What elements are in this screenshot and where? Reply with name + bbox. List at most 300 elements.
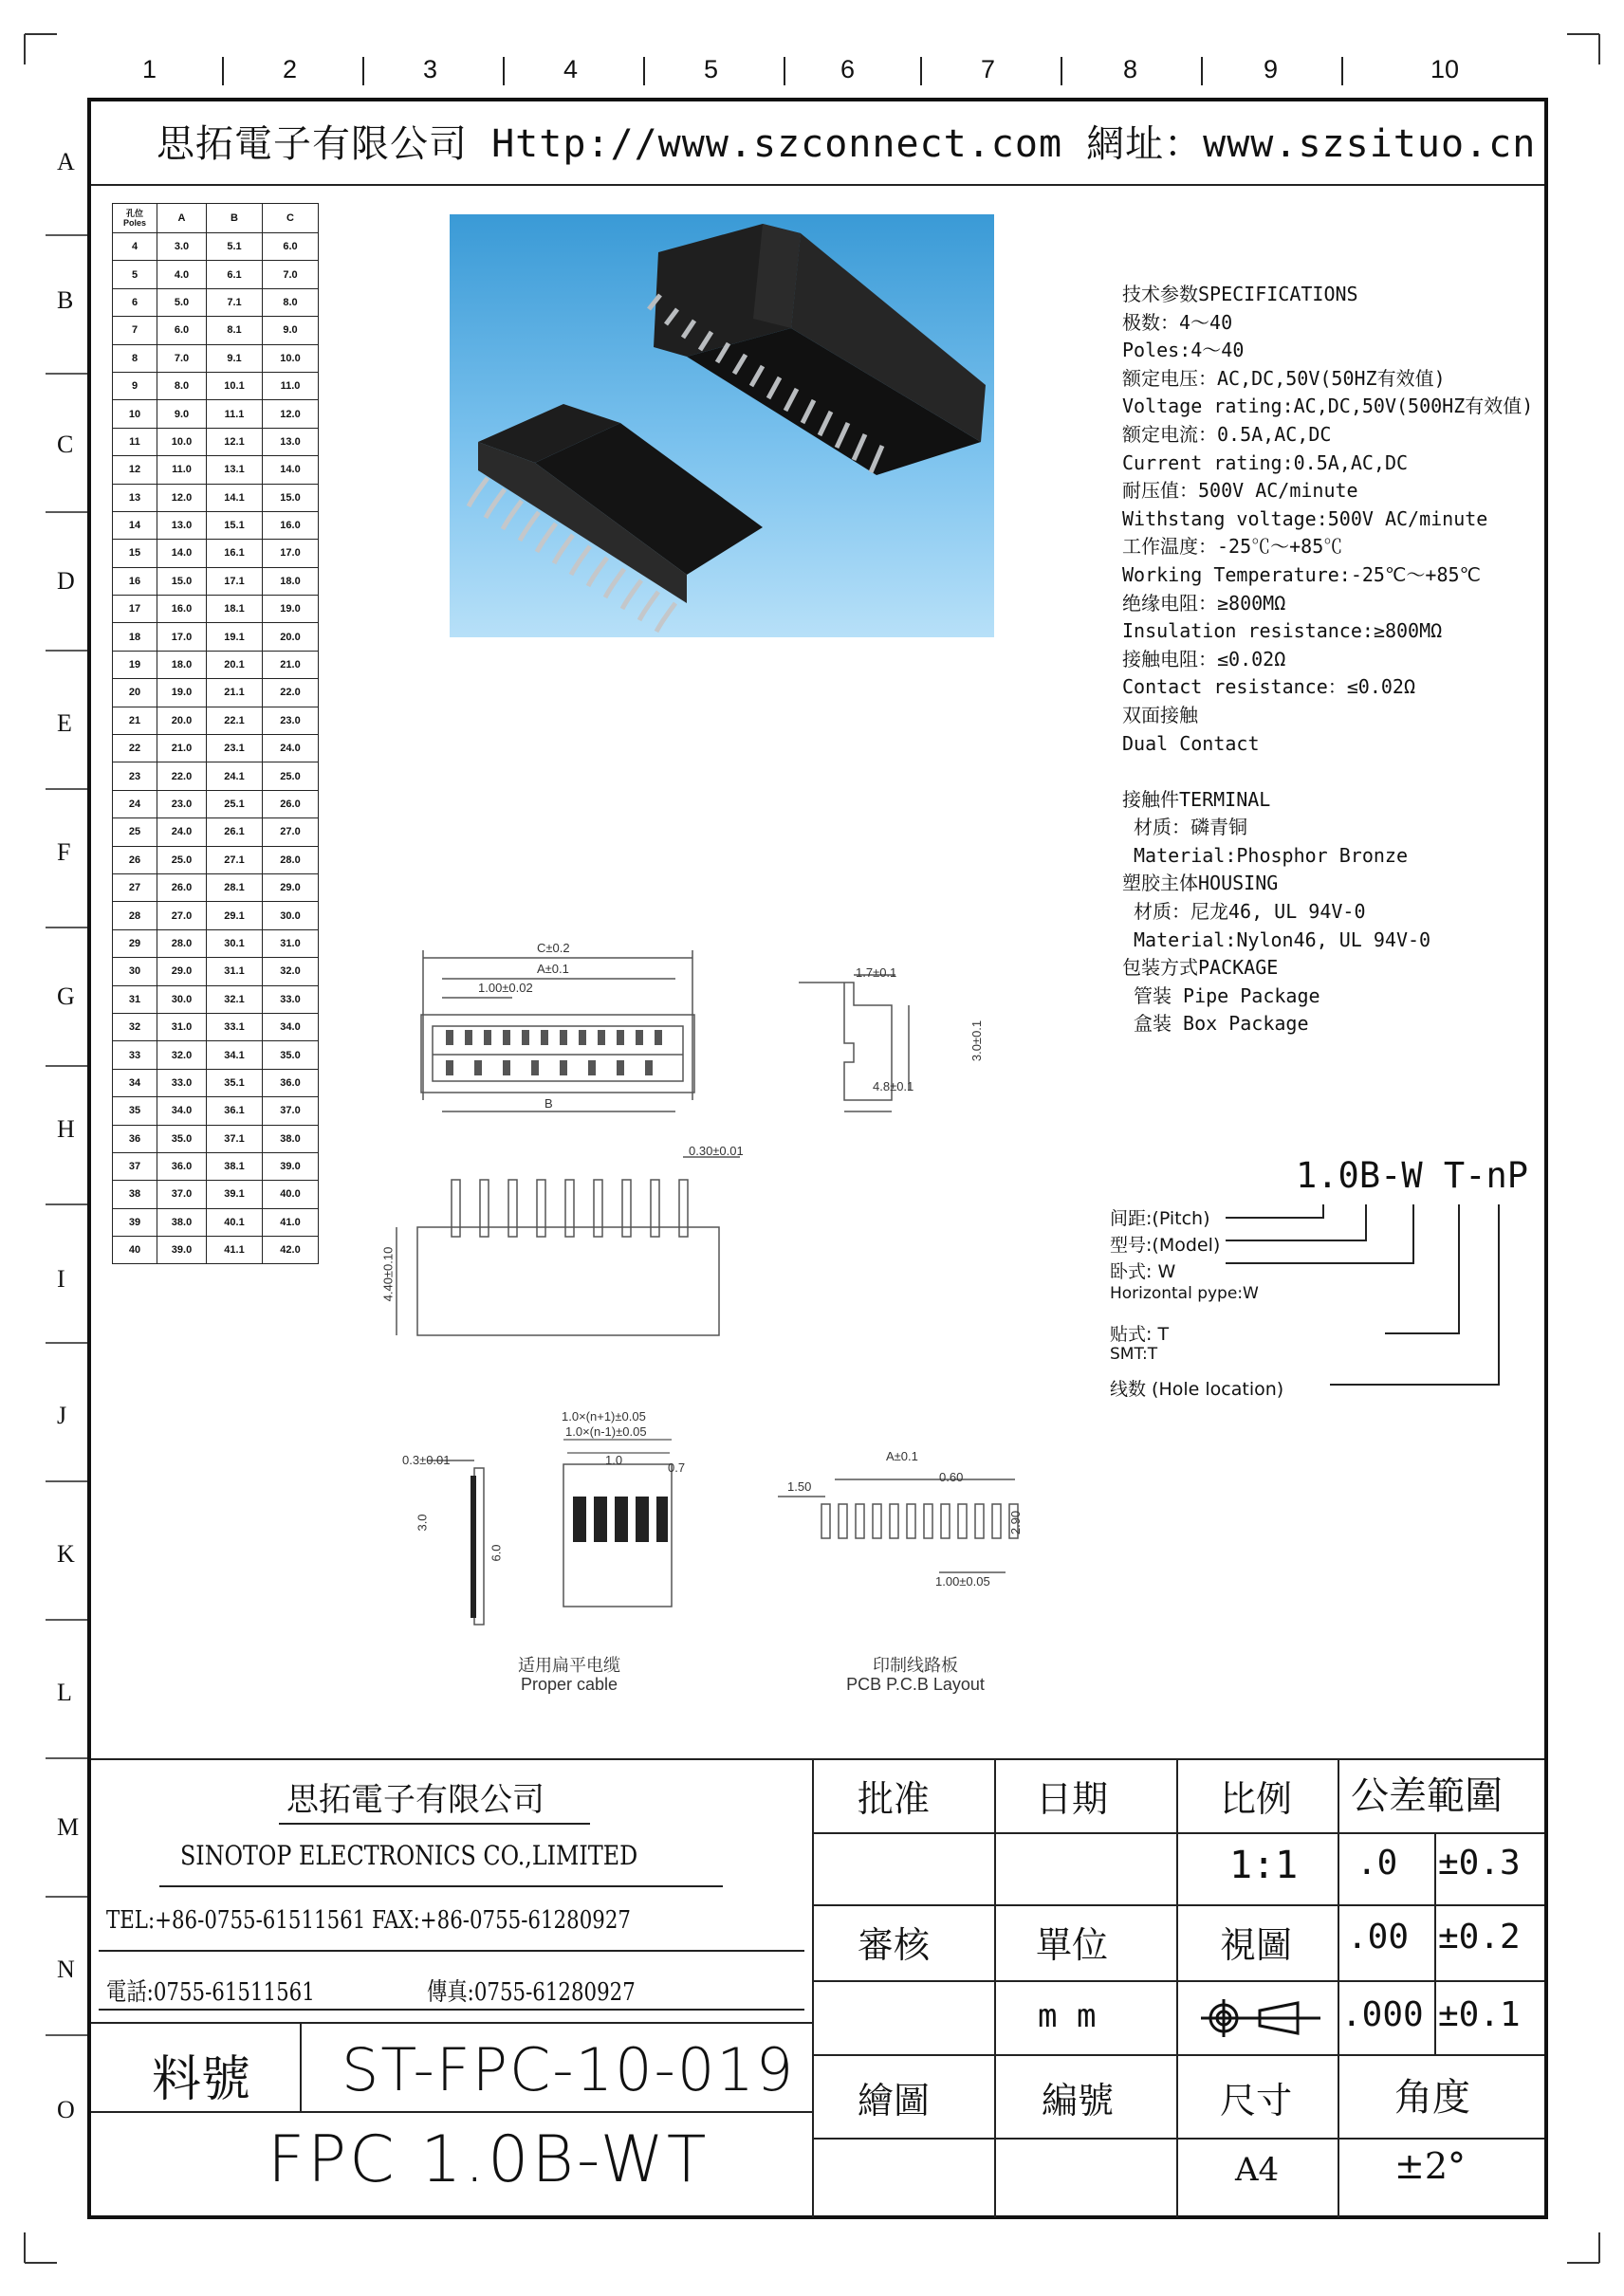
- table-cell: 26.0: [263, 790, 319, 817]
- table-cell: 7.1: [207, 288, 263, 316]
- table-cell: 21.0: [263, 651, 319, 678]
- title-block-divider: [812, 1758, 814, 2217]
- zone-letter: C: [57, 431, 74, 458]
- table-cell: 12.0: [263, 400, 319, 428]
- table-cell: 18.0: [263, 567, 319, 595]
- table-cell: 12: [113, 456, 157, 484]
- spec-line: Current rating:0.5A,AC,DC: [1122, 450, 1409, 474]
- pin-view-drawing: [379, 1138, 740, 1347]
- table-cell: 10.0: [157, 428, 207, 455]
- table-cell: 13.0: [263, 428, 319, 455]
- spec-line: 额定电压：AC,DC,50V(50HZ有效值): [1122, 366, 1446, 390]
- table-cell: 18.1: [207, 596, 263, 623]
- table-cell: 5.0: [157, 288, 207, 316]
- table-cell: 32.1: [207, 985, 263, 1013]
- tel-cn: 電話:0755-61511561: [106, 1978, 315, 2007]
- dim-pcb-pitch: 1.00±0.05: [935, 1574, 990, 1589]
- table-cell: 19: [113, 651, 157, 678]
- dim-pitch: 1.00±0.02: [478, 981, 533, 995]
- table-cell: 34.0: [263, 1013, 319, 1040]
- table-cell: 34.1: [207, 1041, 263, 1069]
- table-cell: 10.1: [207, 372, 263, 399]
- date-label: 日期: [1036, 1778, 1109, 1820]
- table-row: [113, 567, 319, 595]
- tb-row: [814, 2138, 1544, 2140]
- table-cell: 23: [113, 762, 157, 790]
- table-cell: 11.0: [263, 372, 319, 399]
- table-header-a: A: [157, 204, 207, 233]
- table-row: [113, 958, 319, 985]
- table-cell: 15: [113, 540, 157, 567]
- unit-value: m m: [1038, 1997, 1097, 2035]
- zone-number: 3: [423, 55, 438, 83]
- table-cell: 42.0: [263, 1237, 319, 1264]
- zone-tick: [222, 57, 224, 85]
- table-cell: 15.0: [157, 567, 207, 595]
- draw-label: 繪圖: [858, 2080, 931, 2122]
- table-cell: 28.0: [157, 929, 207, 957]
- table-cell: 38.1: [207, 1152, 263, 1180]
- review-label: 審核: [858, 1924, 931, 1966]
- table-cell: 38.0: [263, 1125, 319, 1152]
- tb-underline: [159, 1885, 723, 1887]
- table-cell: 9.0: [157, 400, 207, 428]
- table-cell: 39.1: [207, 1181, 263, 1208]
- product-photo: [450, 214, 994, 637]
- table-cell: 20.1: [207, 651, 263, 678]
- table-cell: 33.0: [157, 1069, 207, 1096]
- table-row: [113, 372, 319, 399]
- zone-number: 4: [563, 55, 579, 83]
- table-row: [113, 1181, 319, 1208]
- zone-number: 8: [1123, 55, 1138, 83]
- tb-col: [1338, 1758, 1339, 2217]
- table-cell: 20.0: [157, 707, 207, 734]
- tol-2-precision: .000: [1341, 1995, 1424, 2034]
- view-label: 視圖: [1220, 1924, 1293, 1966]
- dim-cable-6: 6.0: [489, 1544, 504, 1562]
- table-cell: 9: [113, 372, 157, 399]
- table-row: [113, 707, 319, 734]
- number-label: 編號: [1042, 2080, 1115, 2122]
- table-cell: 10: [113, 400, 157, 428]
- tol-1-precision: .00: [1347, 1918, 1410, 1956]
- spec-line: 包装方式PACKAGE: [1122, 956, 1279, 980]
- table-cell: 17.0: [157, 623, 207, 651]
- table-row: [113, 929, 319, 957]
- table-cell: 14.0: [157, 540, 207, 567]
- dim-pin-width: 0.30±0.01: [689, 1144, 744, 1158]
- spec-line: 接触件TERMINAL: [1122, 787, 1271, 811]
- part-code: 1.0B-W T-nP: [1296, 1155, 1529, 1196]
- spec-line: 工作温度：-25℃～+85℃: [1122, 535, 1343, 559]
- tb-underline: [99, 2009, 804, 2011]
- table-cell: 8: [113, 344, 157, 372]
- dim-pcb-060: 0.60: [939, 1470, 964, 1484]
- table-row: [113, 456, 319, 484]
- table-cell: 27.0: [157, 902, 207, 929]
- tb-row: [814, 1832, 1544, 1834]
- table-cell: 21.1: [207, 679, 263, 707]
- table-cell: 40.1: [207, 1208, 263, 1236]
- table-cell: 22.0: [157, 762, 207, 790]
- table-row: [113, 540, 319, 567]
- table-cell: 7.0: [263, 261, 319, 288]
- table-cell: 35.0: [157, 1125, 207, 1152]
- spec-line: 管装 Pipe Package: [1134, 983, 1320, 1007]
- dim-cable-n-minus: 1.0×(n-1)±0.05: [565, 1424, 647, 1439]
- table-cell: 7.0: [157, 344, 207, 372]
- spec-line: 塑胶主体HOUSING: [1122, 872, 1279, 895]
- scale-value: 1:1: [1229, 1844, 1299, 1887]
- dim-cable-thickness: 0.3±0.01: [402, 1453, 451, 1467]
- table-cell: 25.0: [157, 846, 207, 873]
- tb-col: [1176, 1758, 1178, 2217]
- part-number-label: 料號: [152, 2051, 251, 2108]
- table-cell: 31.0: [263, 929, 319, 957]
- spec-line: 极数：4～40: [1122, 310, 1233, 334]
- table-cell: 28.1: [207, 873, 263, 901]
- tb-col: [994, 1758, 996, 2217]
- table-cell: 40.0: [263, 1181, 319, 1208]
- table-cell: 6: [113, 288, 157, 316]
- table-cell: 41.1: [207, 1237, 263, 1264]
- table-cell: 25.0: [263, 762, 319, 790]
- table-cell: 15.0: [263, 484, 319, 511]
- zone-tick: [1341, 57, 1343, 85]
- table-cell: 8.0: [157, 372, 207, 399]
- table-header-row: [113, 204, 319, 233]
- table-cell: 20.0: [263, 623, 319, 651]
- tb-row: [814, 1904, 1544, 1906]
- table-cell: 17: [113, 596, 157, 623]
- tol-0-precision: .0: [1356, 1844, 1398, 1883]
- table-cell: 18: [113, 623, 157, 651]
- table-cell: 29.1: [207, 902, 263, 929]
- table-cell: 38: [113, 1181, 157, 1208]
- table-cell: 26: [113, 846, 157, 873]
- zone-number: 6: [840, 55, 856, 83]
- zone-letter: M: [57, 1813, 80, 1841]
- tb-underline: [99, 1950, 804, 1952]
- table-cell: 32.0: [157, 1041, 207, 1069]
- smt-label-cn: 贴式: T: [1110, 1324, 1170, 1345]
- zone-number: 10: [1430, 55, 1460, 83]
- company-name-en: SINOTOP ELECTRONICS CO.,LIMITED: [180, 1840, 638, 1871]
- table-row: [113, 651, 319, 678]
- table-cell: 39.0: [263, 1152, 319, 1180]
- spec-line: Contact resistance：≤0.02Ω: [1122, 675, 1415, 699]
- header-title: 思拓電子有限公司 Http://www.szconnect.com 網址：www.szsituo.cn: [157, 122, 1537, 166]
- dim-c: C±0.2: [537, 941, 570, 955]
- cable-caption-en: Proper cable: [520, 1675, 618, 1694]
- model-label: 型号:(Model): [1110, 1235, 1221, 1256]
- table-row: [113, 762, 319, 790]
- table-cell: 10.0: [263, 344, 319, 372]
- spec-line: 双面接触: [1122, 703, 1198, 726]
- zone-letter: O: [57, 2096, 75, 2123]
- table-row: [113, 902, 319, 929]
- table-row: [113, 428, 319, 455]
- pcb-caption-cn: 印制线路板: [873, 1656, 958, 1675]
- angle-value: ±2°: [1394, 2145, 1467, 2187]
- table-row: [113, 1041, 319, 1069]
- tb-row: [91, 2022, 814, 2024]
- spec-line: 材质：尼龙46, UL 94V-0: [1134, 900, 1366, 924]
- table-cell: 37.1: [207, 1125, 263, 1152]
- zone-tick: [784, 57, 785, 85]
- table-cell: 11: [113, 428, 157, 455]
- tol-1-value: ±0.2: [1438, 1918, 1521, 1956]
- table-header-text: 孔位 Poles: [122, 209, 146, 228]
- table-cell: 25: [113, 818, 157, 846]
- table-cell: 3.0: [157, 233, 207, 261]
- zone-letter: K: [57, 1540, 75, 1568]
- size-value: A4: [1235, 2151, 1280, 2189]
- spec-line: [1122, 758, 1533, 786]
- zone-letter: B: [57, 286, 74, 314]
- table-cell: 14: [113, 511, 157, 539]
- table-cell: 5.1: [207, 233, 263, 261]
- table-header-poles: [113, 204, 157, 233]
- table-row: [113, 511, 319, 539]
- dim-pcb-150: 1.50: [787, 1479, 812, 1494]
- proper-cable-drawing: [408, 1423, 692, 1650]
- hole-location-label: 线数 (Hole location): [1110, 1379, 1284, 1400]
- table-cell: 37.0: [157, 1181, 207, 1208]
- table-cell: 30.1: [207, 929, 263, 957]
- table-cell: 29.0: [263, 873, 319, 901]
- table-cell: 22.0: [263, 679, 319, 707]
- spec-line: 额定电流：0.5A,AC,DC: [1122, 422, 1332, 446]
- dim-side-height: 3.0±0.1: [969, 1019, 985, 1062]
- table-row: [113, 344, 319, 372]
- tel-fax-en: TEL:+86-0755-61511561 FAX:+86-0755-61280927: [106, 1906, 631, 1935]
- zone-tick: [1061, 57, 1062, 85]
- table-row: [113, 317, 319, 344]
- table-cell: 31: [113, 985, 157, 1013]
- part-number: ST-FPC-10-019: [341, 2035, 796, 2104]
- table-cell: 33.1: [207, 1013, 263, 1040]
- tb-underline: [279, 1823, 590, 1825]
- approve-label: 批准: [858, 1778, 931, 1820]
- table-cell: 29: [113, 929, 157, 957]
- table-cell: 37: [113, 1152, 157, 1180]
- table-cell: 16: [113, 567, 157, 595]
- table-cell: 16.0: [157, 596, 207, 623]
- table-cell: 13: [113, 484, 157, 511]
- connector-illustration: [450, 214, 994, 637]
- dim-pin-height: 4.40±0.10: [380, 1246, 396, 1302]
- table-cell: 36.0: [263, 1069, 319, 1096]
- table-cell: 26.0: [157, 873, 207, 901]
- angle-label: 角度: [1394, 2076, 1470, 2120]
- poles-table-body: [113, 233, 319, 1264]
- pitch-label: 间距:(Pitch): [1110, 1208, 1210, 1229]
- zone-tick: [920, 57, 922, 85]
- zone-tick: [1201, 57, 1203, 85]
- spec-line: Withstang voltage:500V AC/minute: [1122, 506, 1488, 530]
- dim-side-depth: 4.8±0.1: [873, 1079, 914, 1093]
- table-cell: 33: [113, 1041, 157, 1069]
- tolerance-label: 公差範圍: [1351, 1774, 1503, 1818]
- zone-tick: [362, 57, 364, 85]
- table-row: [113, 873, 319, 901]
- table-cell: 25.1: [207, 790, 263, 817]
- zone-tick: [643, 57, 645, 85]
- table-cell: 37.0: [263, 1097, 319, 1125]
- table-row: [113, 233, 319, 261]
- table-cell: 41.0: [263, 1208, 319, 1236]
- table-cell: 24.0: [157, 818, 207, 846]
- zone-letter: A: [57, 148, 75, 175]
- spec-line: 绝缘电阻：≥800MΩ: [1122, 591, 1286, 615]
- table-row: [113, 1125, 319, 1152]
- horizontal-label-cn: 卧式: W: [1110, 1261, 1176, 1282]
- table-cell: 40: [113, 1237, 157, 1264]
- dim-pcb-290: 2.90: [1008, 1510, 1024, 1535]
- spec-line: 耐压值：500V AC/minute: [1122, 479, 1358, 503]
- table-cell: 32.0: [263, 958, 319, 985]
- table-cell: 21: [113, 707, 157, 734]
- table-cell: 26.1: [207, 818, 263, 846]
- table-cell: 30.0: [157, 985, 207, 1013]
- table-row: [113, 679, 319, 707]
- size-label: 尺寸: [1220, 2080, 1293, 2122]
- tol-2-value: ±0.1: [1438, 1995, 1521, 2034]
- table-cell: 22: [113, 735, 157, 762]
- connector-front: [469, 404, 763, 632]
- poles-table: [112, 203, 319, 1264]
- table-cell: 12.1: [207, 428, 263, 455]
- table-cell: 6.0: [157, 317, 207, 344]
- table-cell: 29.0: [157, 958, 207, 985]
- spec-line: 接触电阻：≤0.02Ω: [1122, 647, 1286, 670]
- table-cell: 20: [113, 679, 157, 707]
- spec-line: Insulation resistance:≥800MΩ: [1122, 619, 1443, 643]
- table-cell: 17.0: [263, 540, 319, 567]
- spec-line: Voltage rating:AC,DC,50V(500HZ有效值): [1122, 395, 1534, 418]
- spec-line: Dual Contact: [1122, 731, 1260, 755]
- table-row: [113, 1208, 319, 1236]
- table-row: [113, 1097, 319, 1125]
- table-cell: 27: [113, 873, 157, 901]
- table-cell: 23.0: [263, 707, 319, 734]
- table-cell: 19.1: [207, 623, 263, 651]
- spec-line: Poles:4～40: [1122, 339, 1245, 362]
- table-cell: 22.1: [207, 707, 263, 734]
- table-cell: 6.1: [207, 261, 263, 288]
- table-cell: 21.0: [157, 735, 207, 762]
- dim-cable-pitch: 1.0: [605, 1453, 623, 1467]
- zone-number: 7: [981, 55, 996, 83]
- zone-letter: N: [57, 1956, 75, 1983]
- projection-symbol-icon: [1201, 1995, 1324, 2041]
- table-row: [113, 846, 319, 873]
- tb-row: [814, 2054, 1544, 2056]
- table-cell: 30.0: [263, 902, 319, 929]
- table-cell: 31.1: [207, 958, 263, 985]
- table-row: [113, 288, 319, 316]
- dim-cable-n-plus: 1.0×(n+1)±0.05: [562, 1409, 646, 1424]
- table-row: [113, 735, 319, 762]
- table-cell: 27.1: [207, 846, 263, 873]
- table-cell: 19.0: [157, 679, 207, 707]
- table-cell: 27.0: [263, 818, 319, 846]
- zone-number: 1: [142, 55, 157, 83]
- table-row: [113, 484, 319, 511]
- title-block-top: [91, 1758, 1544, 1760]
- dim-b: B: [544, 1096, 553, 1111]
- connector-back: [649, 224, 986, 475]
- table-header-c: C: [263, 204, 319, 233]
- tol-0-value: ±0.3: [1438, 1844, 1521, 1883]
- table-row: [113, 790, 319, 817]
- table-row: [113, 1237, 319, 1264]
- unit-label: 單位: [1036, 1924, 1109, 1966]
- zone-letter: E: [57, 709, 72, 737]
- table-cell: 24: [113, 790, 157, 817]
- company-name-cn: 思拓電子有限公司: [286, 1781, 544, 1819]
- smt-label-en: SMT:T: [1110, 1345, 1158, 1364]
- table-cell: 19.0: [263, 596, 319, 623]
- table-cell: 13.1: [207, 456, 263, 484]
- table-cell: 5: [113, 261, 157, 288]
- table-cell: 31.0: [157, 1013, 207, 1040]
- table-cell: 28.0: [263, 846, 319, 873]
- table-cell: 23.0: [157, 790, 207, 817]
- table-cell: 11.0: [157, 456, 207, 484]
- table-row: [113, 985, 319, 1013]
- table-row: [113, 1013, 319, 1040]
- horizontal-label-en: Horizontal pype:W: [1110, 1284, 1259, 1303]
- pcb-layout-drawing: [768, 1451, 1072, 1603]
- table-cell: 33.0: [263, 985, 319, 1013]
- pcb-caption-en: PCB P.C.B Layout: [846, 1675, 985, 1694]
- table-row: [113, 623, 319, 651]
- product-name: FPC 1.0B-WT: [268, 2122, 710, 2197]
- table-cell: 14.1: [207, 484, 263, 511]
- table-cell: 30: [113, 958, 157, 985]
- table-cell: 36: [113, 1125, 157, 1152]
- table-cell: 36.1: [207, 1097, 263, 1125]
- spec-line: 材质：磷青铜: [1134, 816, 1247, 839]
- zone-number: 9: [1264, 55, 1279, 83]
- fax-cn: 傳真:0755-61280927: [427, 1978, 636, 2007]
- table-cell: 36.0: [157, 1152, 207, 1180]
- spec-line: Material:Phosphor Bronze: [1134, 843, 1408, 867]
- table-cell: 13.0: [157, 511, 207, 539]
- table-cell: 4: [113, 233, 157, 261]
- tb-row: [91, 2111, 814, 2113]
- zone-number: 5: [704, 55, 719, 83]
- table-cell: 18.0: [157, 651, 207, 678]
- zone-letter: D: [57, 567, 75, 595]
- spec-line: Material:Nylon46, UL 94V-0: [1134, 928, 1431, 951]
- side-view-drawing: [797, 967, 987, 1119]
- table-cell: 11.1: [207, 400, 263, 428]
- zone-letter: I: [57, 1265, 65, 1293]
- table-row: [113, 818, 319, 846]
- zone-letter: J: [57, 1402, 67, 1429]
- table-cell: 32: [113, 1013, 157, 1040]
- table-cell: 9.0: [263, 317, 319, 344]
- table-cell: 6.0: [263, 233, 319, 261]
- scale-label: 比例: [1220, 1778, 1293, 1820]
- tb-col: [1434, 1834, 1436, 2054]
- header-divider: [91, 184, 1544, 186]
- part-code-leaders: [1224, 1195, 1527, 1404]
